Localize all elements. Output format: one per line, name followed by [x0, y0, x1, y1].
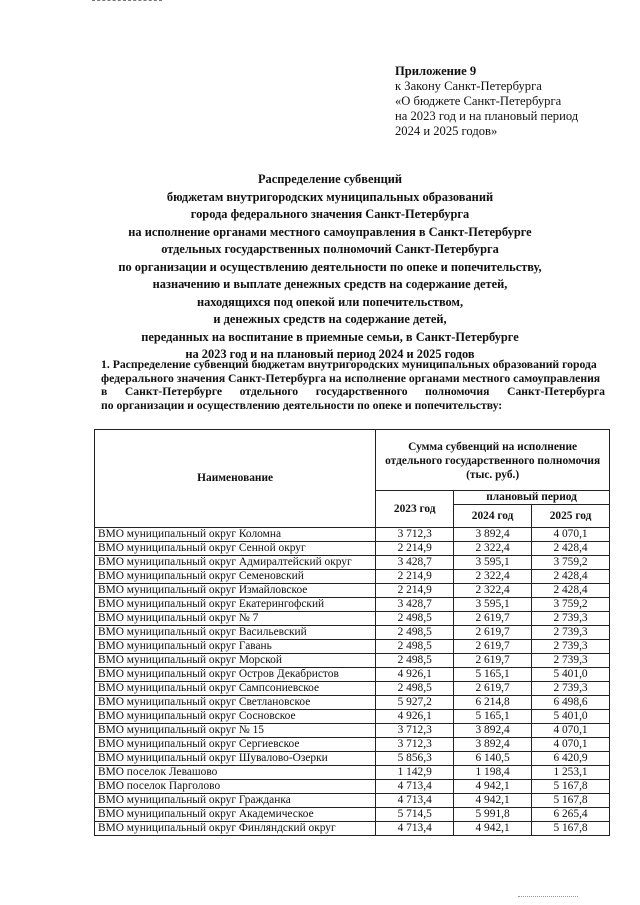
table-row — [95, 822, 610, 836]
row-name: ВМО муниципальный округ Остров Декабристов — [95, 668, 376, 682]
heading-line: Распределение субвенций — [257, 172, 403, 186]
heading-line: переданных на воспитание в приемные семьи, в Санкт-Петербурге — [141, 329, 519, 344]
row-name: ВМО муниципальный округ Гавань — [95, 640, 376, 654]
row-value-2025: 3 759,2 — [532, 598, 610, 612]
table-row — [95, 528, 610, 542]
row-name: ВМО муниципальный округ Коломна — [95, 528, 376, 542]
table-row — [95, 626, 610, 640]
row-value-2024: 2 619,7 — [454, 682, 532, 696]
row-value-2025: 5 167,8 — [532, 822, 610, 836]
row-value-2023: 4 926,1 — [376, 668, 454, 682]
header-sum: Сумма субвенций на исполнение отдельного государственного полномочия (тыс. руб.) — [376, 430, 610, 491]
row-name: ВМО муниципальный округ № 15 — [95, 724, 376, 738]
appendix-line: к Закону Санкт-Петербурга — [395, 79, 542, 93]
row-value-2024: 2 322,4 — [454, 570, 532, 584]
row-value-2023: 2 498,5 — [376, 626, 454, 640]
row-value-2023: 2 498,5 — [376, 654, 454, 668]
table-row — [95, 584, 610, 598]
table-row — [95, 780, 610, 794]
header-2023: 2023 год — [376, 491, 454, 528]
row-name: ВМО муниципальный округ Светлановское — [95, 696, 376, 710]
table-row — [95, 542, 610, 556]
row-value-2023: 3 712,3 — [376, 724, 454, 738]
row-value-2025: 4 070,1 — [532, 738, 610, 752]
row-name: ВМО муниципальный округ Сосновское — [95, 710, 376, 724]
row-value-2025: 5 167,8 — [532, 794, 610, 808]
row-name: ВМО муниципальный округ Екатерингофский — [95, 598, 376, 612]
row-name: ВМО муниципальный округ Академическое — [95, 808, 376, 822]
table-row — [95, 794, 610, 808]
heading-line: на исполнение органами местного самоуправления в Санкт-Петербурге — [128, 224, 532, 239]
row-value-2024: 3 892,4 — [454, 738, 532, 752]
row-value-2025: 1 253,1 — [532, 766, 610, 780]
row-value-2025: 2 428,4 — [532, 584, 610, 598]
table-row — [95, 570, 610, 584]
row-value-2023: 3 428,7 — [376, 598, 454, 612]
row-value-2024: 1 198,4 — [454, 766, 532, 780]
row-name: ВМО муниципальный округ Измайловское — [95, 584, 376, 598]
row-value-2024: 5 165,1 — [454, 710, 532, 724]
row-value-2024: 2 619,7 — [454, 640, 532, 654]
appendix-title: Приложение 9 — [395, 64, 477, 78]
row-value-2023: 2 498,5 — [376, 682, 454, 696]
row-value-2023: 2 214,9 — [376, 584, 454, 598]
row-value-2024: 5 991,8 — [454, 808, 532, 822]
row-value-2024: 6 140,5 — [454, 752, 532, 766]
heading-line: города федерального значения Санкт-Петербурга — [190, 207, 470, 221]
row-name: ВМО муниципальный округ Васильевский — [95, 626, 376, 640]
row-value-2024: 4 942,1 — [454, 780, 532, 794]
table-row — [95, 808, 610, 822]
row-value-2025: 2 739,3 — [532, 682, 610, 696]
section-line: федерального значения Санкт-Петербурга на исполнение органами местного самоуправления — [101, 371, 601, 385]
row-name: ВМО муниципальный округ Сампсониевское — [95, 682, 376, 696]
table-row — [95, 668, 610, 682]
table-row — [95, 612, 610, 626]
row-value-2023: 3 712,3 — [376, 528, 454, 542]
row-name: ВМО муниципальный округ Морской — [95, 654, 376, 668]
row-value-2024: 6 214,8 — [454, 696, 532, 710]
heading-line: бюджетам внутригородских муниципальных образований — [166, 189, 494, 204]
subsidy-table — [94, 429, 610, 836]
heading-line: и денежных средств на содержание детей, — [213, 312, 447, 326]
row-value-2025: 6 420,9 — [532, 752, 610, 766]
row-name: ВМО муниципальный округ Финляндский округ — [95, 822, 376, 836]
heading-line: по организации и осуществлению деятельности по опеке и попечительству, — [118, 259, 542, 274]
row-name: ВМО муниципальный округ Гражданка — [95, 794, 376, 808]
row-value-2023: 5 856,3 — [376, 752, 454, 766]
row-name: ВМО поселок Левашово — [95, 766, 376, 780]
row-value-2024: 4 942,1 — [454, 794, 532, 808]
row-value-2025: 2 739,3 — [532, 612, 610, 626]
appendix-line: 2024 и 2025 годов» — [395, 124, 498, 138]
row-value-2025: 2 739,3 — [532, 640, 610, 654]
row-name: ВМО муниципальный округ Сергиевское — [95, 738, 376, 752]
appendix-line: «О бюджете Санкт-Петербурга — [395, 94, 562, 108]
table-row — [95, 710, 610, 724]
row-value-2023: 5 714,5 — [376, 808, 454, 822]
heading-line: назначению и выплате денежных средств на содержание детей, — [152, 277, 508, 291]
row-value-2024: 4 942,1 — [454, 822, 532, 836]
row-value-2023: 2 498,5 — [376, 612, 454, 626]
row-value-2025: 5 167,8 — [532, 780, 610, 794]
row-value-2023: 4 713,4 — [376, 780, 454, 794]
row-name: ВМО поселок Парголово — [95, 780, 376, 794]
row-value-2025: 5 401,0 — [532, 668, 610, 682]
document-heading — [100, 171, 560, 364]
row-name: ВМО муниципальный округ Шувалово-Озерки — [95, 752, 376, 766]
row-value-2023: 2 214,9 — [376, 542, 454, 556]
section-intro — [101, 358, 605, 412]
scan-mark-bottom — [518, 896, 578, 897]
row-value-2023: 4 713,4 — [376, 822, 454, 836]
table-row — [95, 556, 610, 570]
table-row — [95, 682, 610, 696]
row-value-2025: 2 739,3 — [532, 626, 610, 640]
row-value-2025: 2 428,4 — [532, 542, 610, 556]
row-value-2023: 5 927,2 — [376, 696, 454, 710]
section-line: по организации и осуществлению деятельности по опеке и попечительству: — [101, 398, 503, 412]
row-value-2023: 3 428,7 — [376, 556, 454, 570]
header-2025: 2025 год — [532, 505, 610, 528]
appendix-line: на 2023 год и на плановый период — [395, 109, 579, 123]
row-name: ВМО муниципальный округ Семеновский — [95, 570, 376, 584]
section-line: в Санкт-Петербурге отдельного государственного полномочия Санкт-Петербурга — [101, 385, 605, 399]
row-value-2025: 3 759,2 — [532, 556, 610, 570]
row-name: ВМО муниципальный округ № 7 — [95, 612, 376, 626]
row-value-2025: 2 428,4 — [532, 570, 610, 584]
row-value-2023: 4 713,4 — [376, 794, 454, 808]
table-row — [95, 752, 610, 766]
row-name: ВМО муниципальный округ Сенной округ — [95, 542, 376, 556]
table-body — [95, 528, 610, 836]
scan-mark — [92, 0, 162, 5]
row-value-2025: 6 498,6 — [532, 696, 610, 710]
row-value-2024: 2 619,7 — [454, 654, 532, 668]
row-value-2024: 2 619,7 — [454, 612, 532, 626]
row-value-2024: 3 892,4 — [454, 528, 532, 542]
header-plan-period: плановый период — [454, 491, 610, 505]
row-name: ВМО муниципальный округ Адмиралтейский округ — [95, 556, 376, 570]
table-row — [95, 724, 610, 738]
table-row — [95, 598, 610, 612]
header-name: Наименование — [95, 430, 376, 528]
row-value-2023: 1 142,9 — [376, 766, 454, 780]
row-value-2024: 3 892,4 — [454, 724, 532, 738]
heading-line: отдельных государственных полномочий Санкт-Петербурга — [161, 242, 499, 256]
table-row — [95, 738, 610, 752]
row-value-2023: 4 926,1 — [376, 710, 454, 724]
header-2024: 2024 год — [454, 505, 532, 528]
table-row — [95, 640, 610, 654]
appendix-block — [395, 64, 615, 139]
table-row — [95, 766, 610, 780]
row-value-2024: 2 322,4 — [454, 584, 532, 598]
table-row — [95, 696, 610, 710]
row-value-2024: 2 619,7 — [454, 626, 532, 640]
row-value-2025: 4 070,1 — [532, 724, 610, 738]
row-value-2024: 2 322,4 — [454, 542, 532, 556]
row-value-2024: 3 595,1 — [454, 556, 532, 570]
row-value-2023: 3 712,3 — [376, 738, 454, 752]
row-value-2025: 6 265,4 — [532, 808, 610, 822]
row-value-2024: 3 595,1 — [454, 598, 532, 612]
row-value-2023: 2 498,5 — [376, 640, 454, 654]
row-value-2023: 2 214,9 — [376, 570, 454, 584]
row-value-2024: 5 165,1 — [454, 668, 532, 682]
heading-line: находящихся под опекой или попечительством, — [196, 294, 464, 309]
table-row — [95, 654, 610, 668]
row-value-2025: 4 070,1 — [532, 528, 610, 542]
row-value-2025: 2 739,3 — [532, 654, 610, 668]
row-value-2025: 5 401,0 — [532, 710, 610, 724]
heading-line: на 2023 год и на плановый период 2024 и 2025 годов — [185, 347, 475, 361]
section-line: 1. Распределение субвенций бюджетам внутригородских муниципальных образований города — [101, 358, 597, 371]
